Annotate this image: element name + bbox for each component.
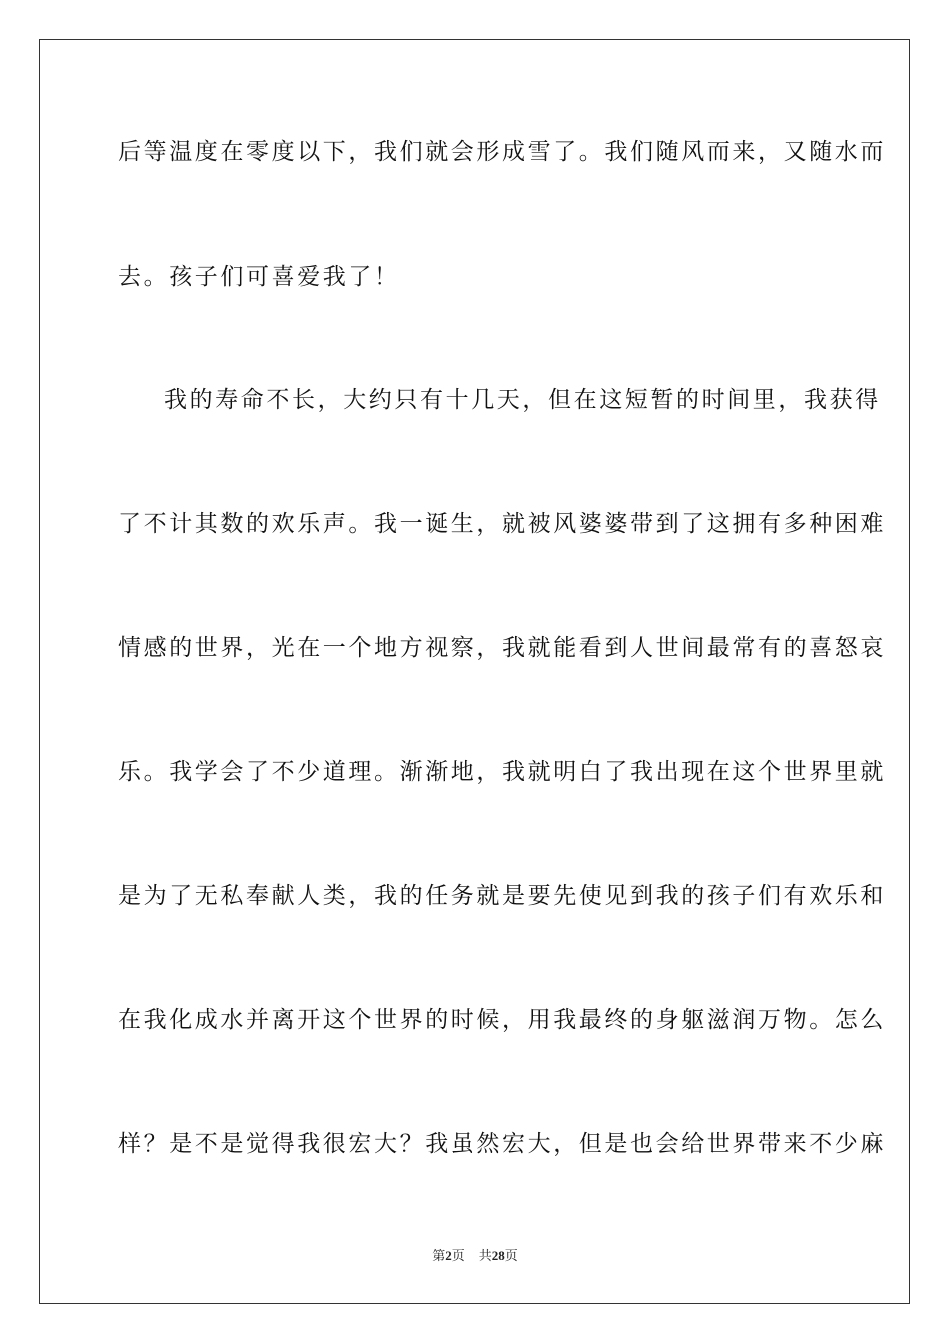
text-line: 后等温度在零度以下，我们就会形成雪了。我们随风而来，又随水而 [118,139,886,165]
text-line: 乐。我学会了不少道理。渐渐地，我就明白了我出现在这个世界里就 [118,759,886,785]
footer-total-suffix: 页 [504,1249,518,1264]
text-line: 是为了无私奉献人类，我的任务就是要先使见到我的孩子们有欢乐和 [118,883,886,909]
text-line: 样？是不是觉得我很宏大？我虽然宏大，但是也会给世界带来不少麻 [118,1131,886,1157]
text-line: 了不计其数的欢乐声。我一诞生，就被风婆婆带到了这拥有多种困难 [118,511,886,537]
footer-page-prefix: 第 [432,1249,446,1264]
text-line: 去。孩子们可喜爱我了！ [118,264,400,290]
text-line-paragraph-start: 我的寿命不长，大约只有十几天，但在这短暂的时间里，我获得 [164,387,881,413]
footer-page-number: 2 [445,1248,452,1263]
footer-page-suffix: 页 [451,1249,465,1264]
footer-total-prefix: 共 [478,1249,492,1264]
page-border [39,39,910,1304]
footer-total-pages: 28 [491,1248,505,1263]
text-line: 在我化成水并离开这个世界的时候，用我最终的身躯滋润万物。怎么 [118,1007,886,1033]
text-line: 情感的世界，光在一个地方视察，我就能看到人世间最常有的喜怒哀 [118,635,886,661]
page-footer [0,1248,950,1265]
